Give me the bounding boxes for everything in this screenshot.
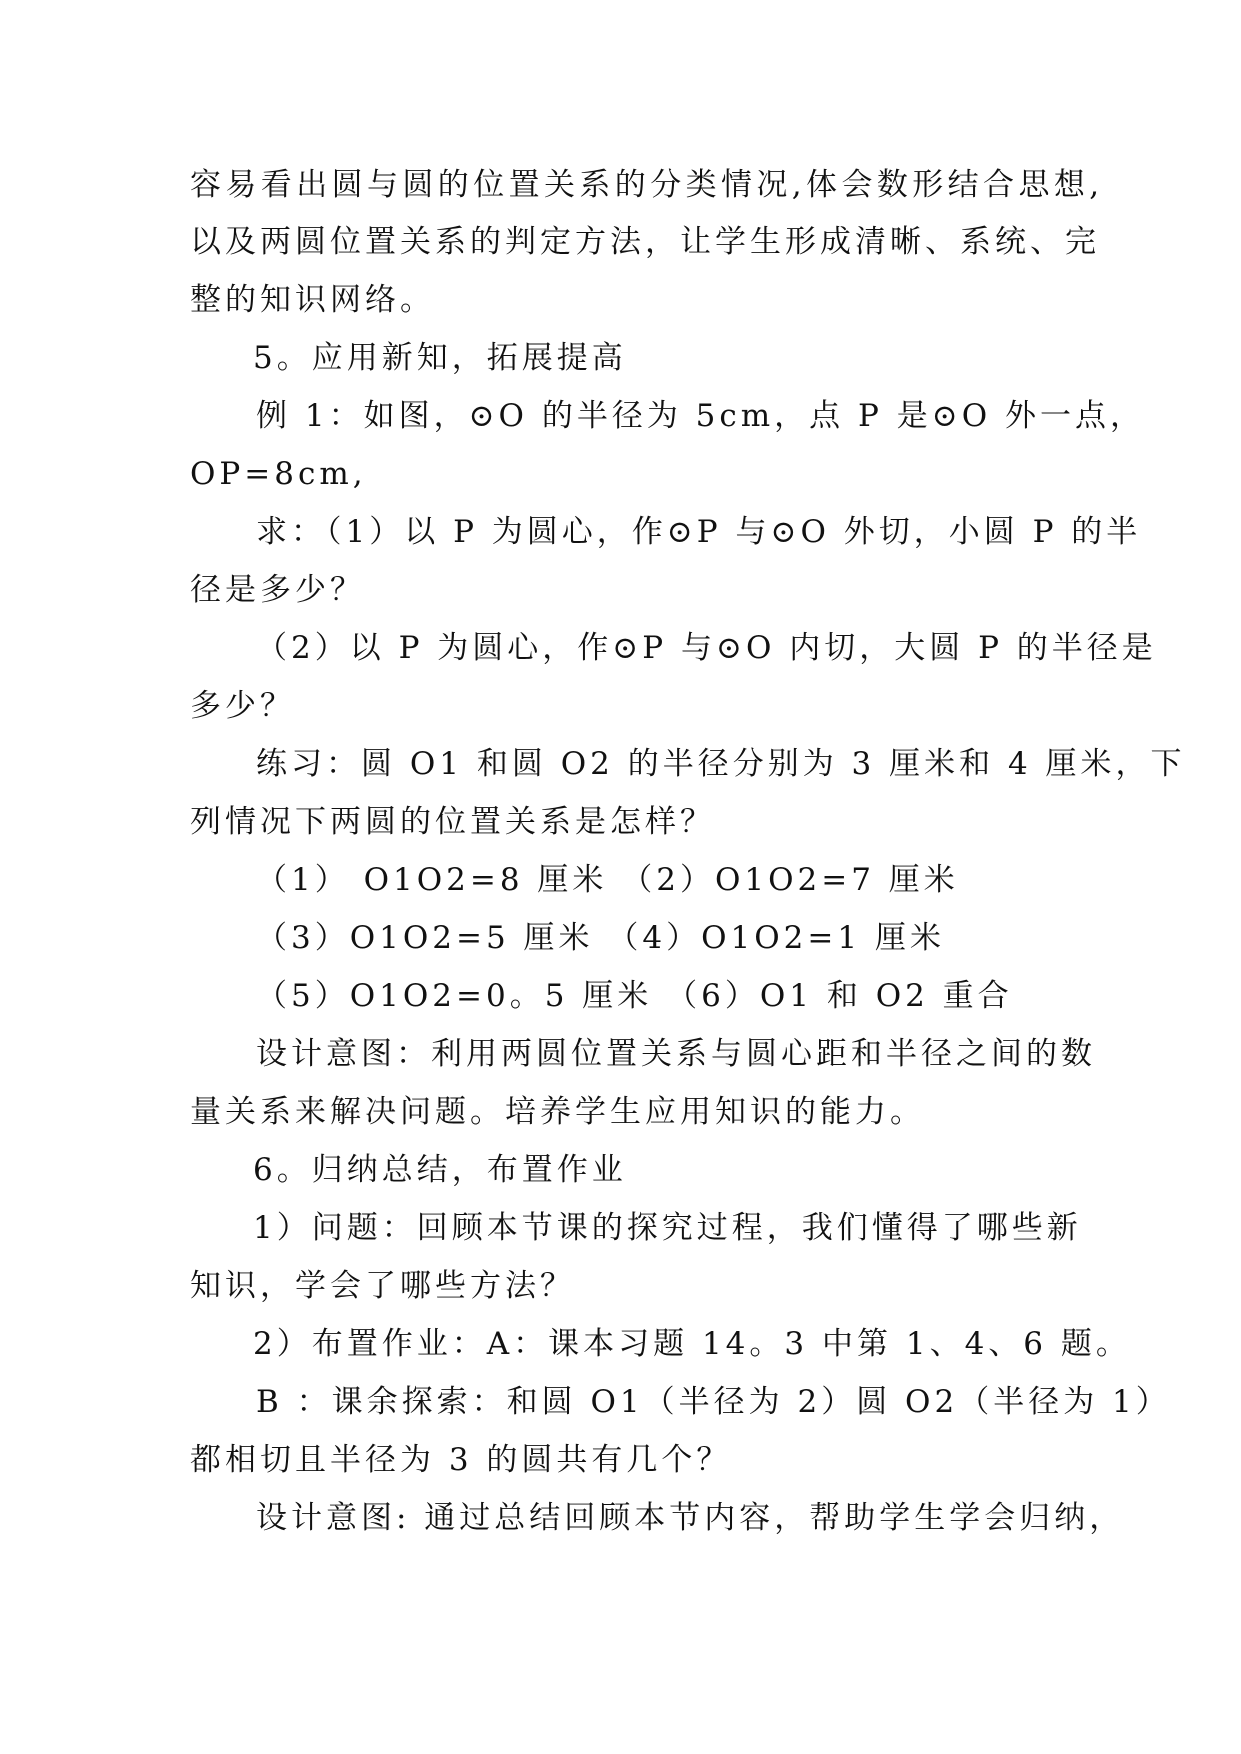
homework-line: 都相切且半径为 3 的圆共有几个？: [190, 1442, 732, 1478]
exercise-line: 练习：圆 O1 和圆 O2 的半径分别为 3 厘米和 4 厘米，下: [256, 746, 1186, 782]
question-1-line: 径是多少？: [190, 572, 365, 608]
question-1-line: 求：（1）以 P 为圆心，作⊙P 与⊙O 外切，小圆 P 的半: [256, 514, 1142, 550]
exercise-options-line: （5）O1O2=0。5 厘米 （6）O1 和 O2 重合: [256, 978, 1013, 1014]
design-intent-line: 设计意图: 通过总结回顾本节内容，帮助学生学会归纳，: [256, 1500, 1125, 1536]
homework-line: 2）布置作业：A：课本习题 14。3 中第 1、4、6 题。: [253, 1326, 1131, 1362]
section-heading-5: 5。应用新知，拓展提高: [253, 340, 627, 376]
example-1-line: OP=8cm,: [190, 456, 367, 492]
homework-line: B ：课余探索：和圆 O1（半径为 2）圆 O2（半径为 1）: [256, 1384, 1171, 1420]
question-2-line: （2）以 P 为圆心，作⊙P 与⊙O 内切，大圆 P 的半径是: [256, 630, 1157, 666]
paragraph-line: 整的知识网络。: [190, 282, 435, 318]
example-1-line: 例 1：如图，⊙O 的半径为 5cm，点 P 是⊙O 外一点，: [256, 398, 1145, 434]
summary-question-line: 知识，学会了哪些方法？: [190, 1268, 575, 1304]
question-2-line: 多少？: [190, 688, 295, 724]
design-intent-line: 量关系来解决问题。培养学生应用知识的能力。: [190, 1094, 925, 1130]
summary-question-line: 1）问题：回顾本节课的探究过程，我们懂得了哪些新: [253, 1210, 1082, 1246]
paragraph-line: 以及两圆位置关系的判定方法，让学生形成清晰、系统、完: [190, 224, 1100, 260]
paragraph-line: 容易看出圆与圆的位置关系的分类情况,体会数形结合思想,: [190, 167, 1104, 203]
design-intent-line: 设计意图：利用两圆位置关系与圆心距和半径之间的数: [256, 1036, 1096, 1072]
section-heading-6: 6。归纳总结，布置作业: [253, 1152, 627, 1188]
exercise-options-line: （1） O1O2=8 厘米 （2）O1O2=7 厘米: [256, 862, 959, 898]
exercise-line: 列情况下两圆的位置关系是怎样？: [190, 804, 715, 840]
exercise-options-line: （3）O1O2=5 厘米 （4）O1O2=1 厘米: [256, 920, 945, 956]
